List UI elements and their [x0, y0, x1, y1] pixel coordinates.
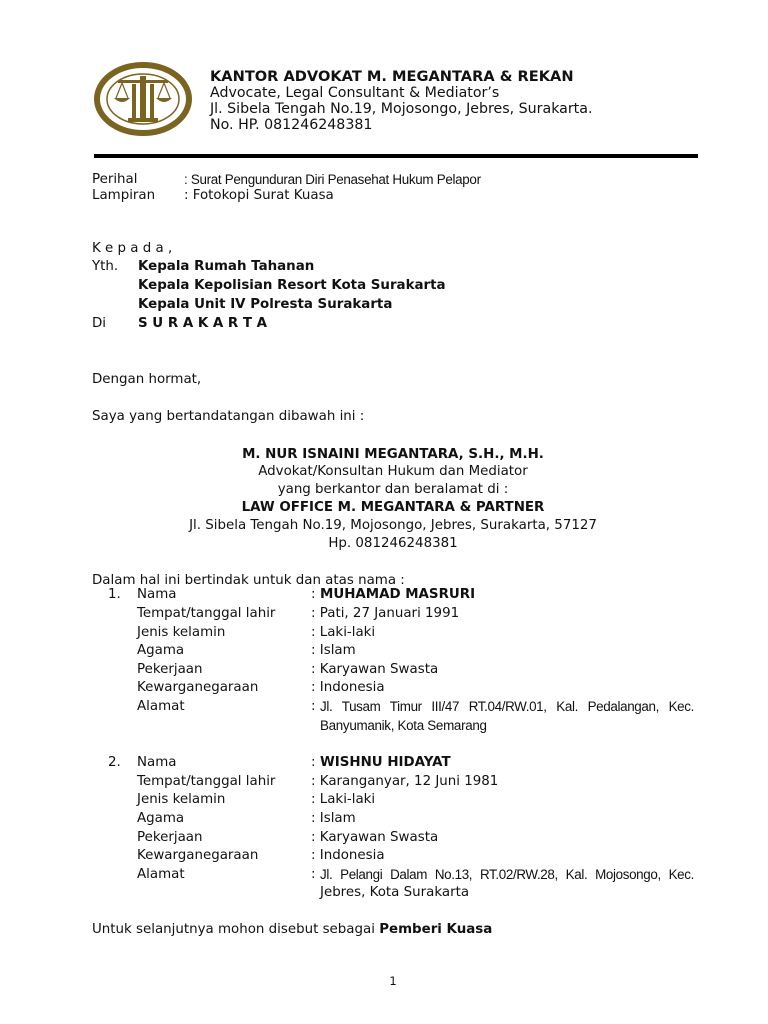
firm-name: KANTOR ADVOKAT M. MEGANTARA & REKAN [210, 68, 574, 85]
colon: : [311, 867, 316, 882]
label-citizenship: Kewarganegaraan [137, 848, 259, 863]
kepada: K e p a d a , [92, 241, 173, 256]
colon: : [311, 699, 316, 714]
person-job: : Karyawan Swasta [311, 830, 439, 845]
person-religion: : Islam [311, 811, 356, 826]
office-address: Jl. Sibela Tengah No.19, Mojosongo, Jebres, Surakarta, 57127 [189, 518, 597, 533]
label-birth: Tempat/tanggal lahir [137, 774, 276, 789]
person-citizenship: : Indonesia [311, 848, 385, 863]
perihal-value: : Surat Pengunduran Diri Penasehat Hukum Pelapor [184, 172, 481, 187]
label-job: Pekerjaan [137, 662, 203, 677]
label-religion: Agama [137, 811, 185, 826]
person-name: WISHNU HIDAYAT [320, 755, 451, 770]
recipient-line-1: Kepala Rumah Tahanan [138, 259, 315, 274]
firm-subtitle: Advocate, Legal Consultant & Mediator’s [210, 85, 500, 101]
yth-label: Yth. [92, 259, 119, 274]
colon: : [311, 587, 316, 602]
person-address-line-1: Jl. Pelangi Dalam No.13, RT.02/RW.28, Kal. Mojosongo, Kec. [320, 867, 694, 882]
label-birth: Tempat/tanggal lahir [137, 606, 276, 621]
perihal-label: Perihal [92, 172, 138, 187]
header-divider [94, 154, 698, 158]
label-nama: Nama [137, 755, 177, 770]
firm-phone: No. HP. 081246248381 [210, 117, 373, 133]
greeting: Dengan hormat, [92, 372, 202, 387]
colon: : [311, 755, 316, 770]
on-behalf-text: Dalam hal ini bertindak untuk dan atas nama : [92, 573, 405, 588]
label-nama: Nama [137, 587, 177, 602]
person-birth: : Pati, 27 Januari 1991 [311, 606, 460, 621]
person-religion: : Islam [311, 643, 356, 658]
person-job: : Karyawan Swasta [311, 662, 439, 677]
closing-prefix: Untuk selanjutnya mohon disebut sebagai [92, 922, 380, 937]
label-address: Alamat [137, 699, 185, 714]
label-gender: Jenis kelamin [137, 792, 226, 807]
person-gender: : Laki-laki [311, 792, 376, 807]
person-address-line-2: Banyumanik, Kota Semarang [320, 718, 487, 733]
label-religion: Agama [137, 643, 185, 658]
lampiran-value: : Fotokopi Surat Kuasa [184, 188, 334, 203]
person-number: 1. [108, 587, 121, 602]
closing-bold: Pemberi Kuasa [379, 922, 493, 937]
firm-address: Jl. Sibela Tengah No.19, Mojosongo, Jebres, Surakarta. [210, 101, 593, 117]
office-name: LAW OFFICE M. MEGANTARA & PARTNER [241, 500, 545, 515]
label-address: Alamat [137, 867, 185, 882]
office-phone: Hp. 081246248381 [328, 536, 458, 551]
person-name: MUHAMAD MASRURI [320, 587, 476, 602]
advocate-name: M. NUR ISNAINI MEGANTARA, S.H., M.H. [242, 447, 544, 462]
recipient-line-3: Kepala Unit IV Polresta Surakarta [138, 297, 393, 312]
label-citizenship: Kewarganegaraan [137, 680, 259, 695]
recipient-line-2: Kepala Kepolisian Resort Kota Surakarta [138, 278, 446, 293]
person-birth: : Karanganyar, 12 Juni 1981 [311, 774, 499, 789]
office-intro: yang berkantor dan beralamat di : [277, 482, 509, 497]
advocate-title: Advokat/Konsultan Hukum dan Mediator [258, 464, 528, 479]
intro-text: Saya yang bertandatangan dibawah ini : [92, 409, 365, 424]
scales-of-justice-logo [88, 60, 198, 138]
di-label: Di [92, 316, 107, 331]
recipient-city: S U R A K A R T A [138, 316, 268, 331]
person-gender: : Laki-laki [311, 625, 376, 640]
person-address-line-1: Jl. Tusam Timur III/47 RT.04/RW.01, Kal. Pedalangan, Kec. [320, 699, 694, 714]
label-gender: Jenis kelamin [137, 625, 226, 640]
lampiran-label: Lampiran [92, 188, 156, 203]
page-number: 1 [389, 974, 397, 988]
closing-line [92, 921, 492, 939]
person-number: 2. [108, 755, 121, 770]
person-citizenship: : Indonesia [311, 680, 385, 695]
label-job: Pekerjaan [137, 830, 203, 845]
person-address-line-2: Jebres, Kota Surakarta [320, 885, 470, 900]
